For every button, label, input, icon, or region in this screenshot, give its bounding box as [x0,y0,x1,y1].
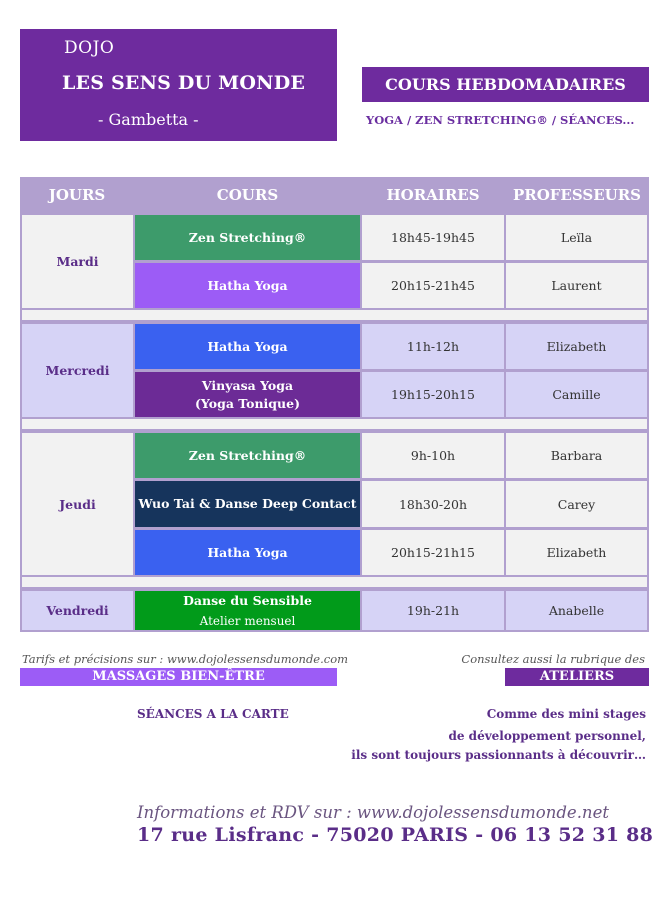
course-label: Hatha Yoga [207,544,288,560]
time-cell: 9h-10h [360,431,506,480]
teacher-cell: Laurent [504,261,649,310]
brand-line-location: - Gambetta - [98,110,199,129]
table-row-course [133,431,362,480]
header-cours: COURS [134,177,361,213]
teacher-cell: Barbara [504,431,649,480]
day-vendredi: Vendredi [20,589,135,632]
header-jours: JOURS [20,177,134,213]
ateliers-banner: ATELIERS [505,668,649,686]
teacher-cell: Elizabeth [504,322,649,371]
course-sublabel: (Yoga Tonique) [194,395,301,411]
table-row-course [133,213,362,262]
time-cell: 20h15-21h45 [360,261,506,310]
teacher-cell: Camille [504,370,649,419]
course-label: Danse du Sensible [183,592,312,608]
brand-logo-box [20,29,337,141]
day-mercredi: Mercredi [20,322,135,419]
row-separator [20,419,649,431]
day-jeudi: Jeudi [20,431,135,577]
course-sublabel: Atelier mensuel [199,613,296,628]
time-cell: 19h15-20h15 [360,370,506,419]
brand-line-dojo: DOJO [64,38,115,58]
ateliers-line-3: ils sont toujours passionnants à découvrir… [351,748,646,762]
header-professeurs: PROFESSEURS [505,177,649,213]
teacher-cell: Carey [504,479,649,529]
time-cell: 19h-21h [360,589,506,632]
header-horaires: HORAIRES [361,177,505,213]
address-line: 17 rue Lisfranc - 75020 PARIS - 06 13 52 31 88 [137,824,654,846]
course-label: Zen Stretching® [188,447,307,463]
table-row-course [133,528,362,577]
time-cell: 18h45-19h45 [360,213,506,262]
row-separator [20,577,649,589]
course-label: Hatha Yoga [207,277,288,293]
course-label: Wuo Tai & Danse Deep Contact [138,496,357,511]
time-cell: 18h30-20h [360,479,506,529]
ateliers-line-1: Comme des mini stages [486,707,646,721]
massages-banner: MASSAGES BIEN-ÊTRE [20,668,337,686]
section-subtitle: YOGA / ZEN STRETCHING® / SÉANCES... [366,113,635,127]
table-row-course [133,589,362,632]
course-label: Hatha Yoga [207,338,288,354]
table-row-course [133,261,362,310]
row-separator [20,310,649,322]
table-row-course [133,479,362,529]
time-cell: 11h-12h [360,322,506,371]
info-line: Informations et RDV sur : www.dojolessensdumonde.net [137,803,609,822]
table-row-course [133,322,362,371]
course-label: Zen Stretching® [188,229,307,245]
day-mardi: Mardi [20,213,135,310]
table-row-course [133,370,362,419]
teacher-cell: Elizabeth [504,528,649,577]
time-cell: 20h15-21h15 [360,528,506,577]
ateliers-line-2: de développement personnel, [448,729,646,743]
section-title: COURS HEBDOMADAIRES [362,67,649,102]
tarifs-note: Tarifs et précisions sur : www.dojolessensdumonde.com [22,652,349,666]
teacher-cell: Leïla [504,213,649,262]
seances-text: SÉANCES A LA CARTE [137,707,289,721]
consult-note: Consultez aussi la rubrique des [461,652,645,666]
teacher-cell: Anabelle [504,589,649,632]
brand-line-name: LES SENS DU MONDE [62,72,306,94]
course-label: Vinyasa Yoga [201,377,294,393]
